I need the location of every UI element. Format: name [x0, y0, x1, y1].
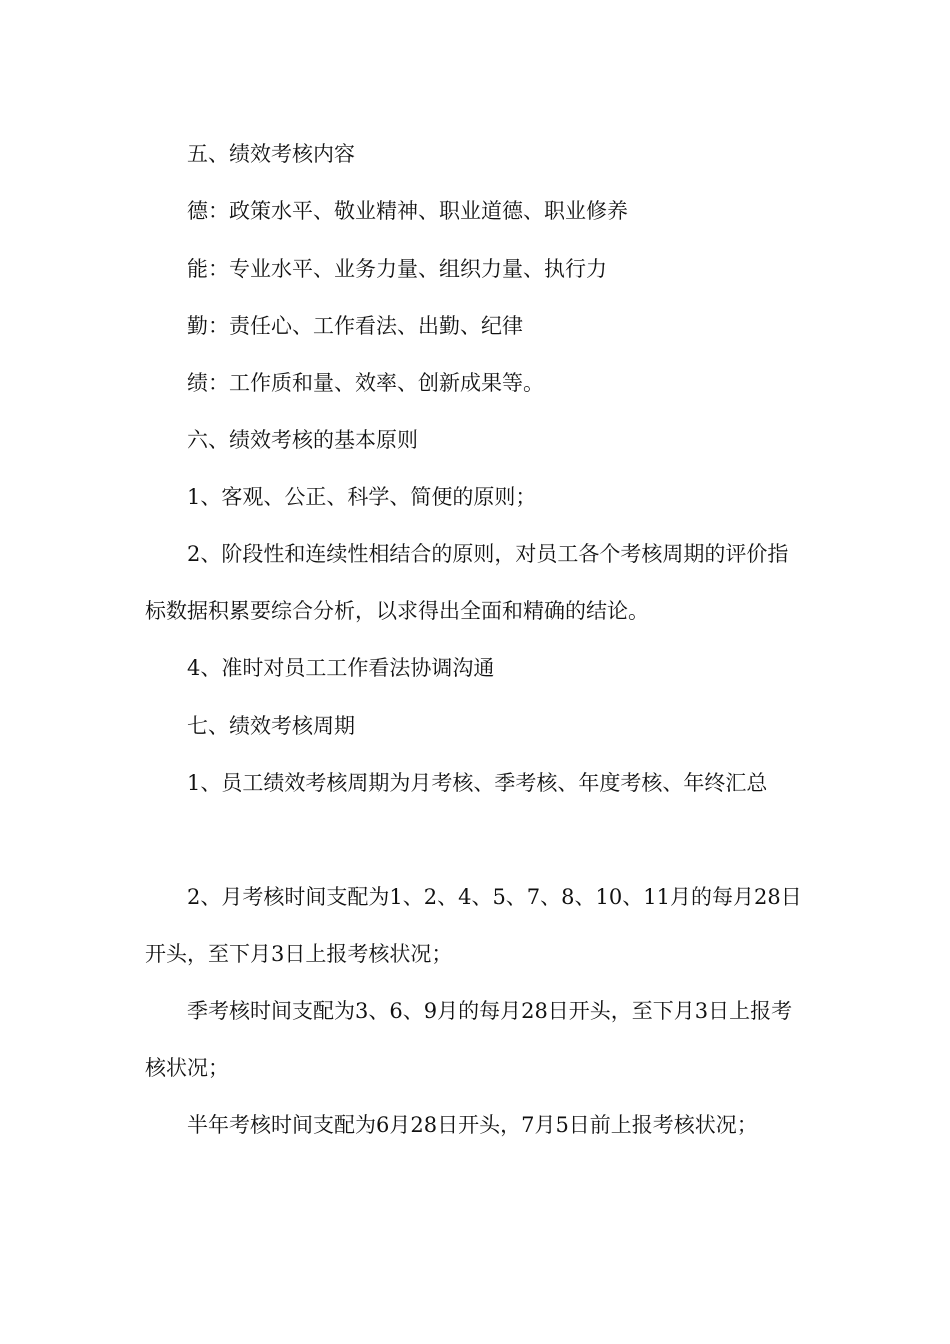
cycle-item-1: 1、员工绩效考核周期为月考核、季考核、年度考核、年终汇总 [187, 771, 768, 795]
half-year-schedule: 半年考核时间支配为6月28日开头，7月5日前上报考核状况； [187, 1113, 758, 1137]
quarterly-schedule: 季考核时间支配为3、6、9月的每月28日开头，至下月3日上报考核状况； [145, 999, 793, 1080]
paragraph-diligence: 勤：责任心、工作看法、出勤、纪律 [187, 314, 523, 338]
paragraph-morality: 德：政策水平、敬业精神、职业道德、职业修养 [187, 199, 628, 223]
principle-2: 2、阶段性和连续性相结合的原则，对员工各个考核周期的评价指标数据积累要综合分析，以求得出全面和精确的结论。 [145, 542, 789, 623]
paragraph-ability: 能：专业水平、业务力量、组织力量、执行力 [187, 257, 607, 281]
principle-4: 4、准时对员工工作看法协调沟通 [187, 656, 495, 680]
section-heading-seven: 七、绩效考核周期 [187, 714, 355, 738]
section-heading-five: 五、绩效考核内容 [187, 142, 355, 166]
cycle-item-2: 2、月考核时间支配为1、2、4、5、7、8、10、11月的每月28日开头，至下月3日上报考核状况； [145, 885, 802, 966]
section-heading-six: 六、绩效考核的基本原则 [187, 428, 418, 452]
paragraph-performance: 绩：工作质和量、效率、创新成果等。 [187, 371, 544, 395]
principle-1: 1、客观、公正、科学、简便的原则； [187, 485, 537, 509]
